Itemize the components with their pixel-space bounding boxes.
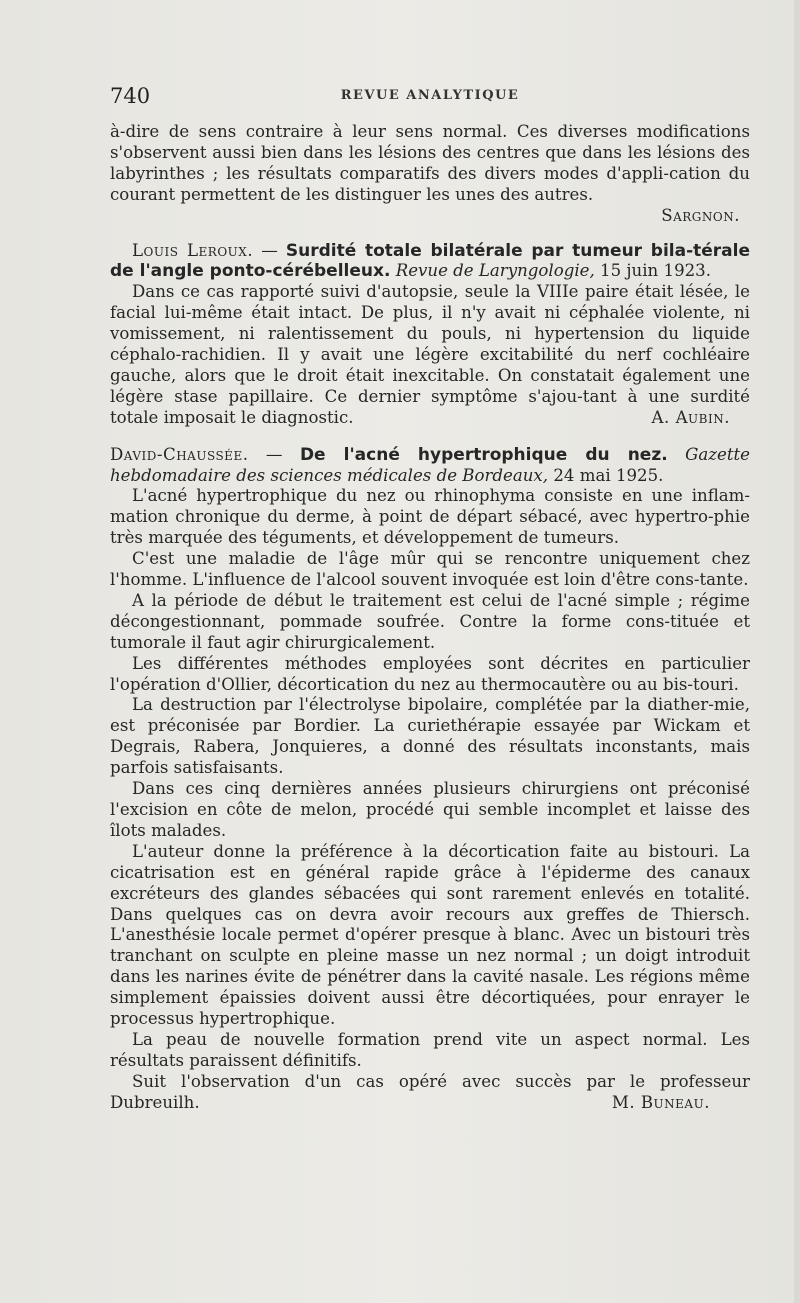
article-paragraph: La destruction par l'électrolyse bipolaire, complétée par la diather-mie, est préconisée par Bordier. La curiethérapie essayée par Wickam et Degrais, Rabera, Jonquieres, a donné des résultats inconstants, mais parfois satisfaisants.	[110, 695, 750, 778]
dash: —	[248, 444, 300, 464]
page-edge	[794, 0, 800, 1303]
article-paragraph: La peau de nouvelle formation prend vite un aspect normal. Les résultats paraissent définitifs.	[110, 1029, 750, 1070]
page-body	[110, 122, 750, 1114]
continued-paragraph: à-dire de sens contraire à leur sens normal. Ces diverses modifications s'observent aussi bien dans les lésions des centres que dans les lésions des labyrinthes ; les résultats comparatifs des divers modes d'appli-cation du courant permettent de les distinguer les unes des autres.	[110, 122, 750, 204]
article-paragraph: L'auteur donne la préférence à la décortication faite au bistouri. La cicatrisation est en général rapide grâce à l'épiderme des canaux excréteurs des glandes sébacées qui sont rarement enlevés en totalité. Dans quelques cas on devra avoir recours aux greffes de Thiersch. L'anesthésie locale permet d'opérer presque à blanc. Avec un bistouri très tranchant on sculpte en pleine masse un nez normal ; un doigt introduit dans les narines évite de pénétrer dans la cavité nasale. Les régions même simplement épaissies doivent aussi être décortiquées, pour enrayer le processus hypertrophique.	[110, 841, 750, 1029]
dash: —	[253, 240, 286, 260]
signature-aubin: A. Aubin.	[651, 407, 730, 427]
journal-name: Revue de Laryngologie,	[395, 261, 595, 281]
journal-name: Gazette hebdomadaire des sciences médicales de Bordeaux,	[110, 444, 750, 485]
article-title: De l'acné hypertrophique du nez.	[299, 444, 668, 465]
article-paragraph: Suit l'observation d'un cas opéré avec succès par le professeur	[132, 1071, 750, 1091]
article-paragraph: Dans ces cinq dernières années plusieurs chirurgiens ont préconisé l'excision en côte de melon, procédé qui semble incomplet et laisse des îlots malades.	[110, 779, 750, 840]
signature-sargnon: Sargnon.	[661, 205, 740, 225]
author-name: David-Chaussée.	[110, 444, 249, 464]
closing-text: Dubreuilh.	[110, 1092, 200, 1112]
running-head: REVUE ANALYTIQUE	[340, 88, 520, 103]
publication-date: 15 juin 1923.	[600, 261, 712, 281]
article-heading-david-chaussee	[110, 445, 750, 487]
closing-line	[110, 1093, 750, 1114]
signature-buneau: M. Buneau.	[611, 1092, 710, 1112]
article-paragraph: A la période de début le traitement est celui de l'acné simple ; régime décongestionnant, pommade soufrée. Contre la forme cons-tituée et tumorale il faut agir chirurgicalement.	[110, 590, 750, 652]
publication-date: 24 mai 1925.	[553, 465, 664, 485]
article-paragraph: Dans ce cas rapporté suivi d'autopsie, seule la VIIIe paire était lésée, le facial lui-même était intact. De plus, il n'y avait ni céphalée violente, ni vomissement, ni ralentissement du pouls, ni hypertension du liquide céphalo-rachidien. Il y avait une légère excitabilité du nerf cochléaire gauche, alors que le droit était inexcitable. On constatait également une légère stase papillaire. Ce dernier symptôme s'ajou-tant à une surdité totale imposait le diagnostic.	[110, 282, 750, 427]
page-header	[110, 84, 750, 108]
page-number: 740	[110, 84, 151, 108]
article-paragraph: L'acné hypertrophique du nez ou rhinophyma consiste en une inflam-mation chronique du derme, à point de départ sébacé, avec hypertro-phie très marquée des téguments, et développement de tumeurs.	[110, 486, 750, 548]
article-heading-leroux	[110, 241, 750, 283]
article-paragraph: C'est une maladie de l'âge mûr qui se rencontre uniquement chez l'homme. L'influence de l'alcool souvent invoquée est loin d'être cons-tante.	[110, 549, 750, 590]
article-title: Surdité totale bilatérale par tumeur bila-térale de l'angle ponto-cérébelleux.	[110, 240, 750, 282]
author-name: Louis Leroux.	[132, 240, 254, 260]
article-paragraph: Les différentes méthodes employées sont décrites en particulier l'opération d'Ollier, décortication du nez au thermocautère ou au bis-touri.	[110, 653, 750, 694]
